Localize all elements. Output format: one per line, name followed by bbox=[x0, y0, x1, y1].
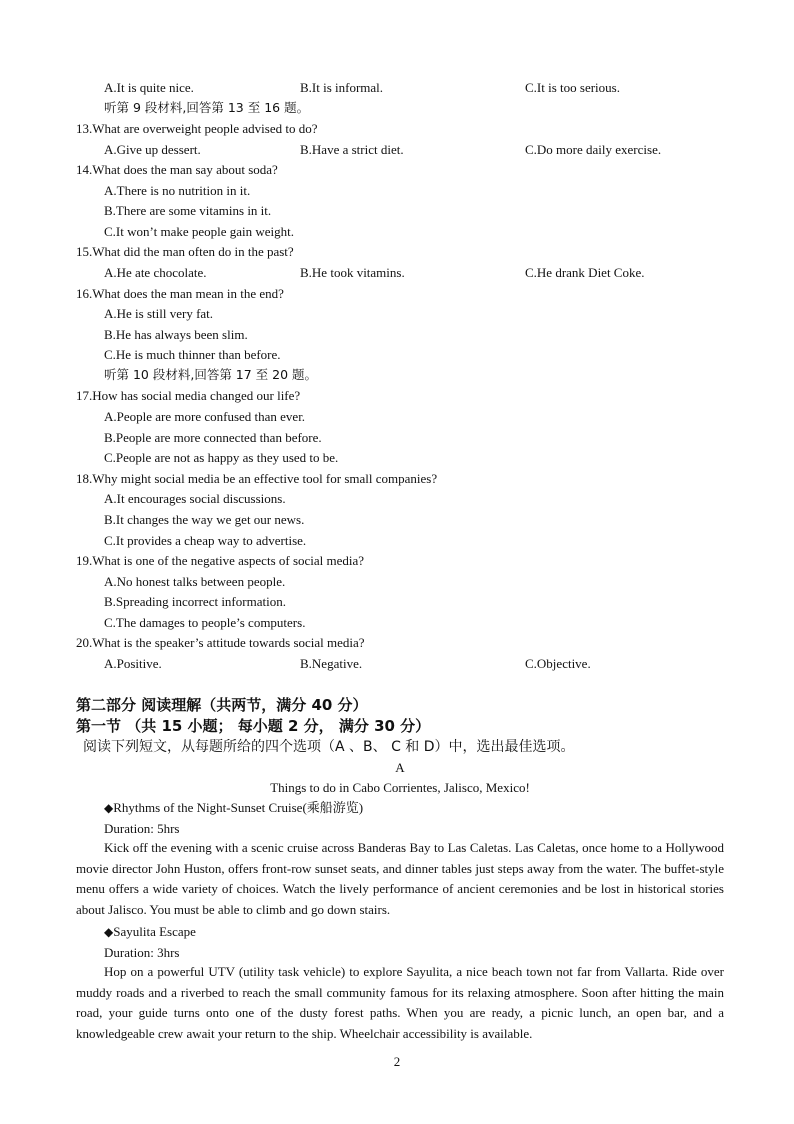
item2-heading bbox=[104, 924, 196, 940]
q20-option-b: B.Negative. bbox=[300, 656, 363, 671]
q13-option-b: B.Have a strict diet. bbox=[300, 142, 404, 157]
q18-option-b: B.It changes the way we get our news. bbox=[104, 512, 305, 527]
item1-name: Rhythms of the Night-Sunset Cruise(乘船游览) bbox=[113, 800, 364, 815]
diamond-bullet-icon: ◆ bbox=[104, 801, 114, 815]
question-18: 18.Why might social media be an effective tool for small companies? bbox=[76, 471, 438, 486]
q13-option-a: A.Give up dessert. bbox=[104, 142, 201, 157]
q15-option-b: B.He took vitamins. bbox=[300, 265, 405, 280]
question-14: 14.What does the man say about soda? bbox=[76, 162, 278, 177]
q17-option-b: B.People are more connected than before. bbox=[104, 430, 322, 445]
q20-option-a: A.Positive. bbox=[104, 656, 162, 671]
q19-option-b: B.Spreading incorrect information. bbox=[104, 594, 286, 609]
q12-option-b: B.It is informal. bbox=[300, 80, 384, 95]
q13-option-c: C.Do more daily exercise. bbox=[525, 142, 662, 157]
reading-instruction: 阅读下列短文，从每题所给的四个选项（A 、B、 C 和 D）中，选出最佳选项。 bbox=[83, 739, 575, 755]
segment-9-intro: 听第 9 段材料,回答第 13 至 16 题。 bbox=[104, 100, 310, 115]
question-15: 15.What did the man often do in the past? bbox=[76, 244, 294, 259]
segment-10-intro: 听第 10 段材料,回答第 17 至 20 题。 bbox=[104, 367, 318, 382]
q18-option-c: C.It provides a cheap way to advertise. bbox=[104, 533, 307, 548]
item1-heading bbox=[104, 800, 363, 816]
section1-title: 第一节 （共 15 小题； 每小题 2 分， 满分 30 分） bbox=[76, 717, 431, 735]
q16-option-a: A.He is still very fat. bbox=[104, 306, 214, 321]
item1-body: Kick off the evening with a scenic cruise across Banderas Bay to Las Caletas. Las Caletas, once home to a Hollywood movie director John Huston, offers front-row sunset seats, and dinner tables just steps away from the water. The buffet-style menu offers a wide variety of choices. Watch the lively performance of ancient ceremonies and be lost in historical stories about Jalisco. You must be able to climb and go down stairs. bbox=[76, 840, 724, 918]
q19-option-a: A.No honest talks between people. bbox=[104, 574, 286, 589]
q14-option-a: A.There is no nutrition in it. bbox=[104, 183, 251, 198]
question-17: 17.How has social media changed our life? bbox=[76, 388, 301, 403]
passage-title: Things to do in Cabo Corrientes, Jalisco, Mexico! bbox=[270, 780, 530, 795]
item2-duration: Duration: 3hrs bbox=[104, 945, 180, 960]
q18-option-a: A.It encourages social discussions. bbox=[104, 491, 286, 506]
question-20: 20.What is the speaker’s attitude towards social media? bbox=[76, 635, 365, 650]
q16-option-c: C.He is much thinner than before. bbox=[104, 347, 281, 362]
question-16: 16.What does the man mean in the end? bbox=[76, 286, 284, 301]
q17-option-a: A.People are more confused than ever. bbox=[104, 409, 306, 424]
diamond-bullet-icon: ◆ bbox=[104, 925, 114, 939]
item1-duration: Duration: 5hrs bbox=[104, 821, 180, 836]
q16-option-b: B.He has always been slim. bbox=[104, 327, 248, 342]
q19-option-c: C.The damages to people’s computers. bbox=[104, 615, 306, 630]
question-19: 19.What is one of the negative aspects of social media? bbox=[76, 553, 365, 568]
q14-option-b: B.There are some vitamins in it. bbox=[104, 203, 272, 218]
item2-name: Sayulita Escape bbox=[113, 924, 196, 939]
q12-option-c: C.It is too serious. bbox=[525, 80, 620, 95]
question-13: 13.What are overweight people advised to do? bbox=[76, 121, 318, 136]
page-number: 2 bbox=[393, 1054, 401, 1069]
q15-option-a: A.He ate chocolate. bbox=[104, 265, 207, 280]
q14-option-c: C.It won’t make people gain weight. bbox=[104, 224, 295, 239]
q15-option-c: C.He drank Diet Coke. bbox=[525, 265, 645, 280]
q12-option-a: A.It is quite nice. bbox=[104, 80, 194, 95]
item2-body: Hop on a powerful UTV (utility task vehicle) to explore Sayulita, a nice beach town not far from Vallarta. Ride over muddy roads and a riverbed to reach the small community famous for its relaxing atmosphere. Soon after hitting the main road, your guide turns onto one of the dusty forest paths. When you are ready, a picnic lunch, an open bar, and a knowledgeable crew await your return to the ship. Wheelchair accessibility is available. bbox=[76, 964, 724, 1042]
part2-title: 第二部分 阅读理解（共两节，满分 40 分） bbox=[76, 696, 368, 714]
passage-label: A bbox=[395, 760, 405, 775]
q17-option-c: C.People are not as happy as they used to be. bbox=[104, 450, 339, 465]
q20-option-c: C.Objective. bbox=[525, 656, 591, 671]
